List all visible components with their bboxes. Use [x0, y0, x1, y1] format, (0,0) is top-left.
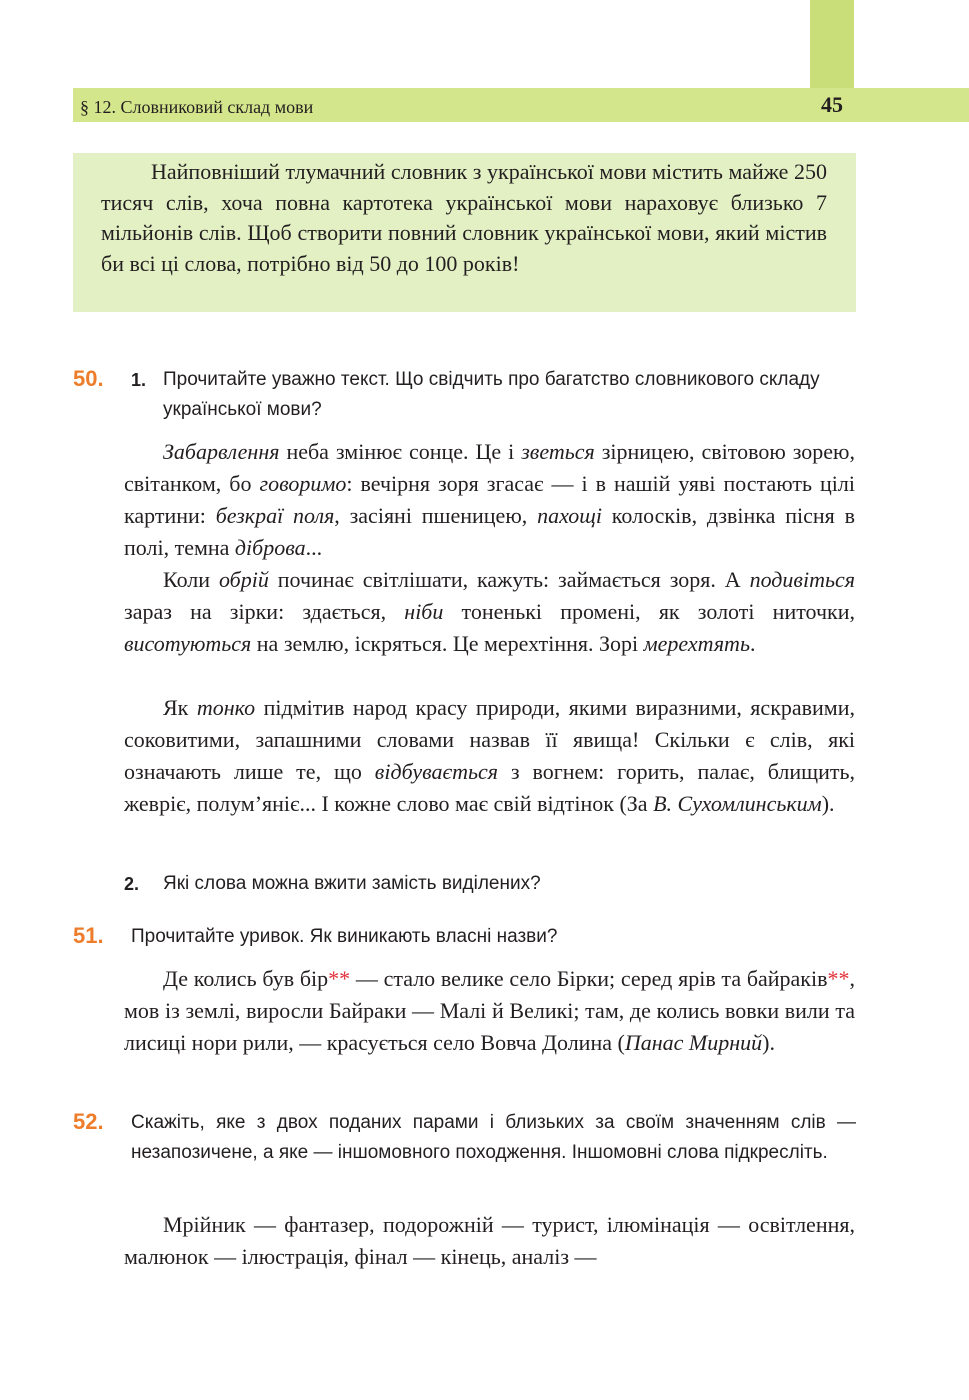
text-run: на землю, іскряться. Це мерехтіння. Зорі — [251, 631, 644, 656]
highlighted-word: обрій — [218, 567, 269, 592]
highlighted-word: говоримо — [259, 471, 347, 496]
task-1-text: Прочитайте уважно текст. Що свідчить про багатство словникового складу української мови? — [163, 369, 820, 420]
highlighted-word: висотуються — [124, 631, 252, 656]
highlighted-word: пахощі — [537, 503, 602, 528]
ex52-paragraph: Мрійник — фантазер, подорожній — турист, ілюмінація — освітлення, малюнок — ілюстрація, фінал — кінець, аналіз — — [124, 1212, 855, 1269]
task-2-text: Які слова можна вжити замість виділених? — [163, 873, 541, 894]
highlighted-word: В. Сухомлинським — [653, 791, 822, 816]
text-run: підмітив народ красу природи, якими виразними, яскравими, соковитими, запашними словами назвав її явища! Скільки є слів, які означають лише те, що — [124, 695, 855, 784]
exercise-number-50: 50. — [73, 366, 104, 391]
highlighted-word: тонко — [196, 695, 256, 720]
exercise-number-51: 51. — [73, 923, 104, 948]
highlighted-word: зветься — [521, 439, 595, 464]
text-run: . — [749, 631, 756, 656]
ex50-paragraph-3 — [124, 692, 855, 820]
ex50-paragraph-2 — [124, 564, 855, 660]
highlighted-word: мерехтять — [643, 631, 750, 656]
highlighted-word: Забарвлення — [163, 439, 280, 464]
ex51-paragraph — [124, 963, 855, 1059]
ex50-paragraph-1 — [124, 436, 855, 564]
task-number-2: 2. — [124, 874, 140, 894]
footnote-mark: ** — [328, 966, 351, 991]
text-run: ... — [305, 535, 323, 560]
text-run: неба змінює сонце. Це і — [279, 439, 522, 464]
footnote-mark: ** — [827, 966, 850, 991]
text-run: Де колись був бір — [163, 966, 329, 991]
text-run: Коли — [163, 567, 219, 592]
page-number: 45 — [821, 92, 843, 117]
ex52-task-text: Скажіть, яке з двох поданих парами і близьких за своїм значенням слів — незапозичене, а яке — іншомовного походження. Іншомовні слова підкресліть. — [131, 1112, 856, 1163]
highlighted-word: подивіться — [749, 567, 855, 592]
text-run: зірницею, світовою зорею, світанком, бо — [124, 439, 855, 496]
text-run: : вечірня зоря згасає — і в нашій уяві постають цілі картини: — [124, 471, 856, 528]
text-run: Як — [163, 695, 197, 720]
text-run: — стало велике село Бірки; серед ярів та байраків — [350, 966, 828, 991]
highlighted-word: ніби — [404, 599, 444, 624]
running-head: § 12. Словниковий склад мови — [80, 97, 314, 117]
ex51-task-text: Прочитайте уривок. Як виникають власні назви? — [131, 926, 558, 947]
highlighted-word: безкраї поля — [215, 503, 335, 528]
text-run: ). — [762, 1030, 775, 1055]
text-run: з вогнем: горить, палає, блищить, жевріє, полум’яніє... І кожне слово має свій відтінок (За — [124, 759, 855, 816]
task-number-1: 1. — [131, 370, 147, 390]
text-run: ). — [821, 791, 835, 816]
exercise-number-52: 52. — [73, 1109, 104, 1134]
text-run: колосків, дзвінка пісня в полі, темна — [124, 503, 855, 560]
text-run: зараз на зірки: здається, — [124, 599, 405, 624]
text-run: , засіяні пшеницею, — [334, 503, 538, 528]
text-run: починає світлішати, кажуть: займається зоря. А — [268, 567, 750, 592]
text-run: тоненькі промені, як золоті ниточки, — [443, 599, 855, 624]
highlighted-word: відбувається — [374, 759, 498, 784]
text-run: , мов із землі, виросли Байраки — Малі й Великі; там, де колись вовки вили та лисиці нори рили, — красується село Вовча Долина ( — [124, 966, 856, 1055]
highlighted-word: Панас Мирний — [624, 1030, 763, 1055]
fact-text: Найповніший тлумачний словник з української мови містить майже 250 тисяч слів, хоча повна картотека української мови нараховує близько 7 мільйонів слів. Щоб створити повний словник української мови, який містив би всі ці слова, потрібно від 50 до 100 років! — [101, 159, 827, 276]
highlighted-word: діброва — [234, 535, 306, 560]
